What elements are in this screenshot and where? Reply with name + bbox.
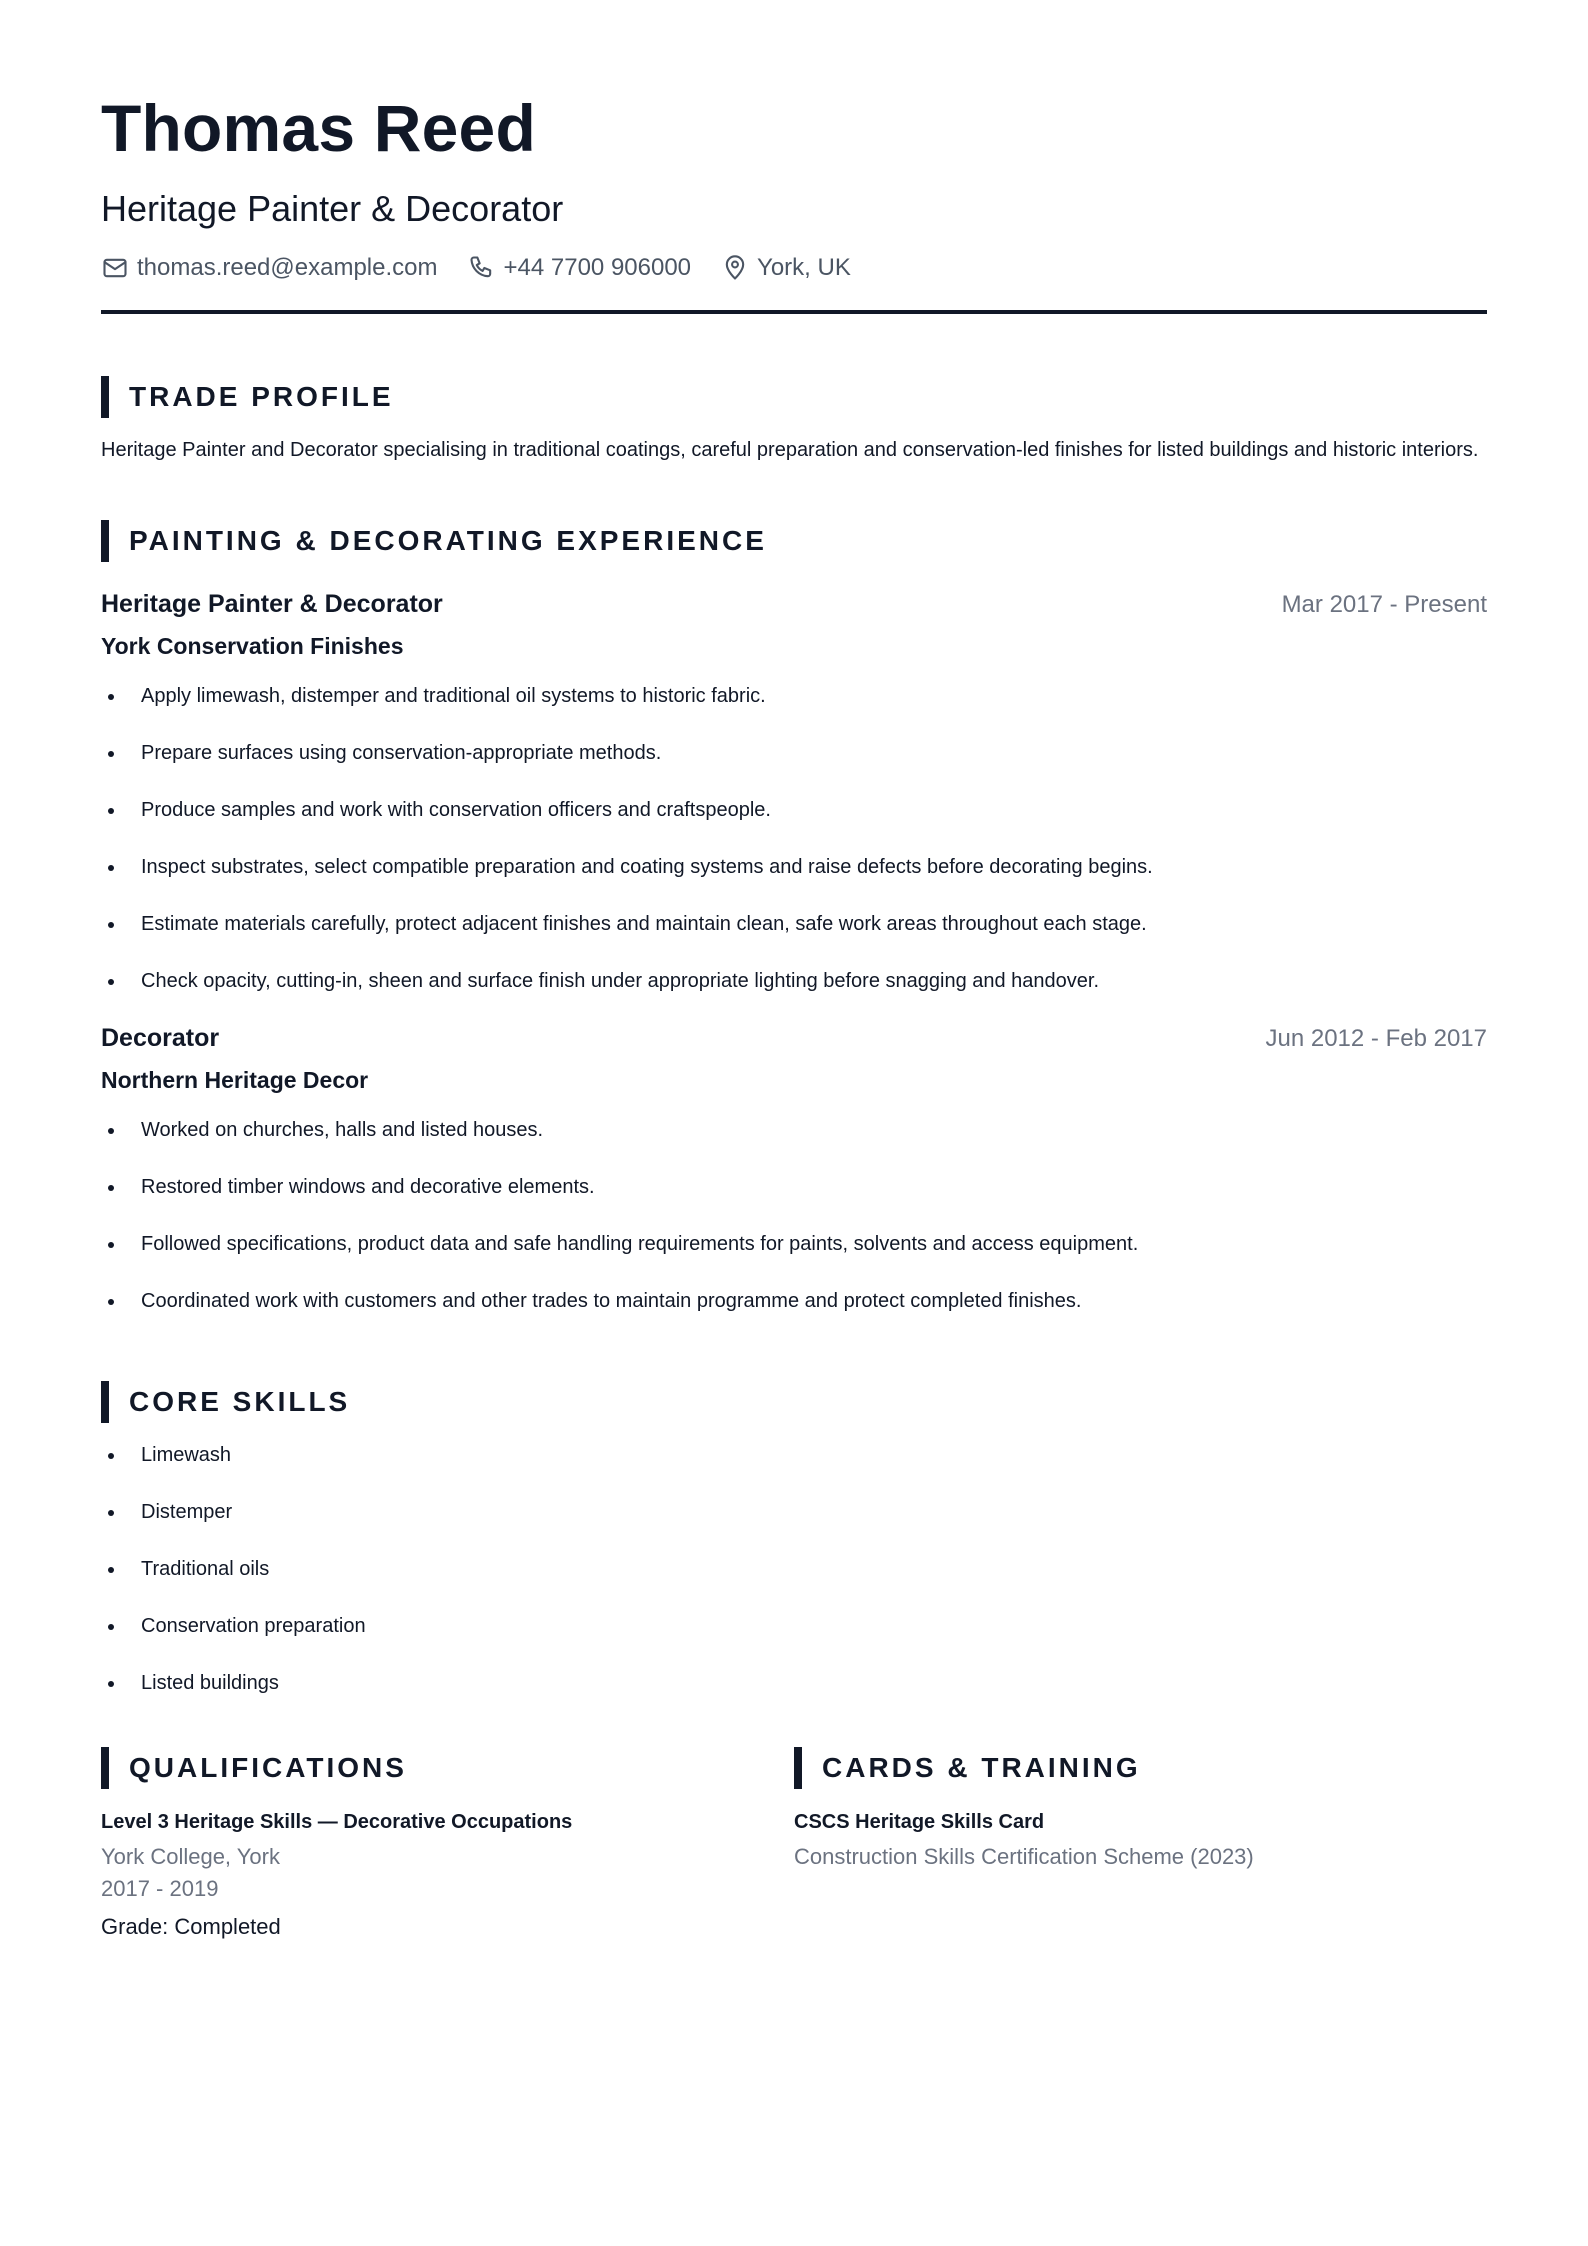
list-item: Followed specifications, product data and safe handling requirements for paints, solvents and access equipment. <box>101 1230 1487 1258</box>
experience-section <box>101 520 1487 1315</box>
section-accent-bar <box>101 1381 109 1423</box>
training-issuer: Construction Skills Certification Scheme (2023) <box>794 1843 1254 1869</box>
list-item: Worked on churches, halls and listed houses. <box>101 1116 1487 1144</box>
job-entry <box>101 1024 1487 1315</box>
qualification-name: Level 3 Heritage Skills — Decorative Occupations <box>101 1810 573 1833</box>
list-item: Coordinated work with customers and other trades to maintain programme and protect completed finishes. <box>101 1287 1487 1315</box>
list-item: Check opacity, cutting-in, sheen and surface finish under appropriate lighting before snagging and handover. <box>101 967 1487 995</box>
phone-icon <box>468 254 496 282</box>
section-header <box>101 520 1487 562</box>
candidate-name: Thomas Reed <box>101 91 536 165</box>
location-text: York, UK <box>757 253 851 281</box>
section-title-profile: TRADE PROFILE <box>129 380 394 412</box>
profile-summary: Heritage Painter and Decorator specialising in traditional coatings, careful preparation and conservation-led finishes for listed buildings and historic interiors. <box>101 438 1479 461</box>
skills-section <box>101 1381 1487 1697</box>
bottom-columns <box>101 1747 1487 1940</box>
section-title-qualifications: QUALIFICATIONS <box>129 1751 407 1783</box>
qualification-dates: 2017 - 2019 <box>101 1875 219 1901</box>
training-name: CSCS Heritage Skills Card <box>794 1810 1045 1833</box>
list-item: Prepare surfaces using conservation-appropriate methods. <box>101 739 1487 767</box>
qualification-grade: Grade: Completed <box>101 1913 281 1939</box>
training-section <box>794 1747 1487 1940</box>
mail-icon <box>101 254 129 282</box>
section-accent-bar <box>101 1747 109 1789</box>
section-header <box>101 1747 794 1789</box>
job-date: Jun 2012 - Feb 2017 <box>1265 1024 1487 1052</box>
job-bullets <box>101 682 1487 995</box>
section-accent-bar <box>101 376 109 418</box>
list-item: Restored timber windows and decorative elements. <box>101 1173 1487 1201</box>
contact-location <box>721 254 851 282</box>
list-item: Distemper <box>101 1498 1487 1526</box>
list-item: Inspect substrates, select compatible preparation and coating systems and raise defects before decorating begins. <box>101 853 1487 881</box>
section-accent-bar <box>101 520 109 562</box>
contact-email[interactable] <box>101 254 438 282</box>
map-pin-icon <box>721 254 749 282</box>
list-item: Traditional oils <box>101 1555 1487 1583</box>
job-title: Decorator <box>101 1023 220 1052</box>
email-text: thomas.reed@example.com <box>137 253 438 281</box>
job-company: York Conservation Finishes <box>101 632 404 659</box>
section-title-experience: PAINTING & DECORATING EXPERIENCE <box>129 524 767 556</box>
contact-row <box>101 254 1487 282</box>
list-item: Produce samples and work with conservation officers and craftspeople. <box>101 796 1487 824</box>
section-header <box>101 1381 1487 1423</box>
job-title: Heritage Painter & Decorator <box>101 589 443 618</box>
candidate-headline: Heritage Painter & Decorator <box>101 187 564 229</box>
header-divider <box>101 310 1487 314</box>
section-accent-bar <box>794 1747 802 1789</box>
section-title-skills: CORE SKILLS <box>129 1385 351 1417</box>
list-item: Apply limewash, distemper and traditional oil systems to historic fabric. <box>101 682 1487 710</box>
phone-text: +44 7700 906000 <box>503 253 692 281</box>
list-item: Estimate materials carefully, protect adjacent finishes and maintain clean, safe work areas throughout each stage. <box>101 910 1487 938</box>
contact-phone[interactable] <box>468 254 692 282</box>
job-entry <box>101 590 1487 995</box>
job-date: Mar 2017 - Present <box>1281 590 1487 618</box>
job-bullets <box>101 1116 1487 1315</box>
list-item: Conservation preparation <box>101 1612 1487 1640</box>
profile-section <box>101 376 1487 466</box>
list-item: Listed buildings <box>101 1669 1487 1697</box>
list-item: Limewash <box>101 1441 1487 1469</box>
section-title-training: CARDS & TRAINING <box>822 1751 1141 1783</box>
section-header <box>794 1747 1487 1789</box>
qualifications-section <box>101 1747 794 1940</box>
skills-list <box>101 1441 1487 1697</box>
section-header <box>101 376 1487 418</box>
qualification-institution: York College, York <box>101 1843 280 1869</box>
job-company: Northern Heritage Decor <box>101 1066 369 1093</box>
